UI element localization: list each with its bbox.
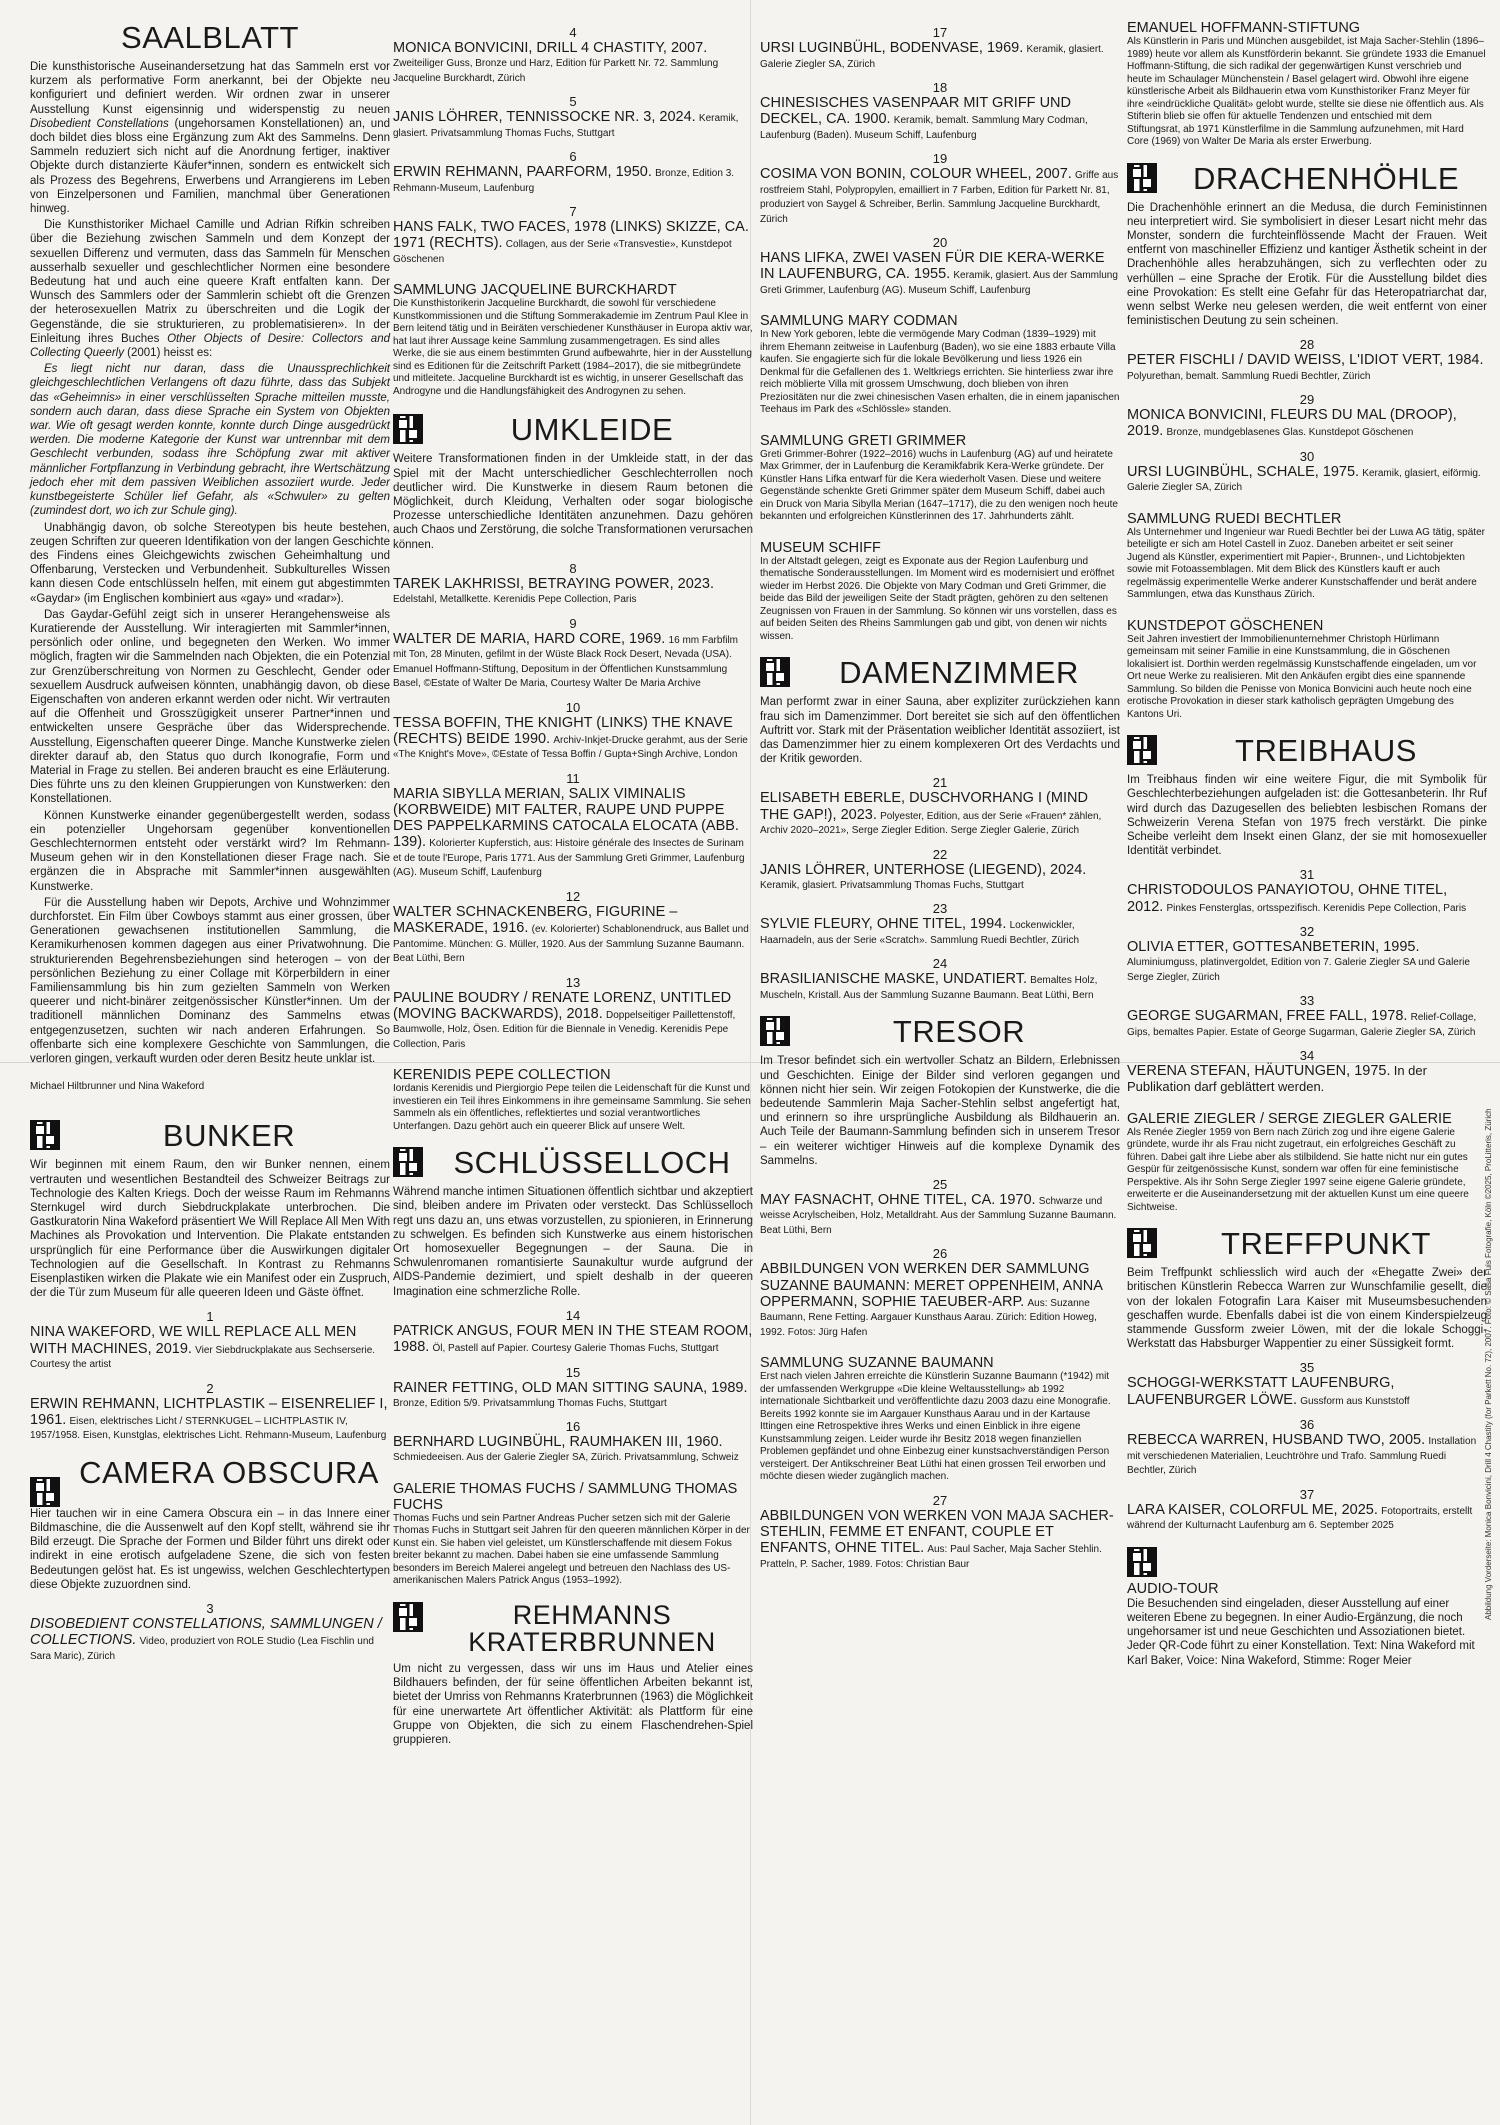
section-text: Man performt zwar in einer Sauna, aber expliziter zurückziehen kann frau sich im Damenzimmer. Dort bereitet sie sich auf den öffentlichen Auftritt vor. Stark mit der Präsentation weiblicher Identität assoziiert, ist das Damenzimmer hier zu einem komplexeren Ort des Verdachts und der Kritik geworden.	[760, 696, 1120, 766]
work-number: 1	[206, 1309, 214, 1325]
qr-code-icon[interactable]	[393, 1147, 423, 1177]
image-credit: Abbildung Vorderseite: Monica Bonvicini, Drill 4 Chastity (for Parkett No. 72), 2007. Foto: © Saša Fuis Fotografie, Köln ©2025, ProLitteris, Zürich	[1484, 1108, 1493, 1620]
collection-title: KERENIDIS PEPE COLLECTION	[393, 1067, 611, 1084]
collection-text: Als Künstlerin in Paris und München ausgebildet, ist Maja Sacher-Stehlin (1896–1989) heute vor allem als Kunstförderin bekannt. Sie gründete 1933 die Emanuel Hoffmann-Stiftung, die sich radikal der gegenwärtigen Kunst verschrieb und heute im Schaulager Münchenstein / Basel gelagert wird. Obwohl ihre eigene künstlerische Arbeit als Bildhauerin etwa vom Kunsthistoriker Franz Meyer für ihre «eindrückliche Qualität» gelobt wurde, stellte sie diese nie öffentlich aus. Als Stifterin blieb sie offen für aktuelle Tendenzen und entschied mit dem Stiftungsrat, ab 1971 Künstlerfilme in die Sammlung aufzunehmen, mit Hard Core (1969) von Walter De Maria als erster Erwerbung.	[1127, 36, 1486, 147]
work-number: 5	[569, 94, 577, 110]
work-entry: VERENA STEFAN, HÄUTUNGEN, 1975. In der Publikation darf geblättert werden.	[1127, 1063, 1427, 1094]
section-camera-obscura	[30, 1454, 390, 1507]
section-text: Die Drachenhöhle erinnert an die Medusa, die durch Feministinnen neu interpretiert wird. Sie symbolisiert in dieser Lesart nicht mehr das Monster, sondern die furchteinflössende Macht der Frauen. Weit entfernt von maschineller Effizienz und kantiger Ästhetik scheint in der Drachenhöhle alles herabzuhängen, sich zu verflechten oder zu verhüllen – eine Sprache der Erotik. Für die Ausstellung bildet dies eine Provokation: Es stellt eine Gefahr für das Heteropatriarchat dar, wenn selbst Werke neu gelesen werden, die weit entfernt von einer feministischen Deutung zu sein scheinen.	[1127, 201, 1487, 328]
work-number: 34	[1299, 1048, 1315, 1064]
authors: Michael Hiltbrunner und Nina Wakeford	[30, 1081, 205, 1093]
work-number: 29	[1299, 392, 1315, 408]
work-entry: PETER FISCHLI / DAVID WEISS, L'IDIOT VERT, 1984. Polyurethan, bemalt. Sammlung Ruedi Bechtler, Zürich	[1127, 352, 1484, 382]
collection-title: SAMMLUNG JACQUELINE BURCKHARDT	[393, 282, 677, 299]
intro-quote: Es liegt nicht nur daran, dass die Unaussprechlichkeit gleichgeschlechtlichen Verlangens oft dazu führte, dass das Subjekt das «Geheimnis» in einer verschlüsselten Sprache mitteilen musste, sondern auch daran, dass diese Sprache ein System von Objekten war. Wie oft gesagt werden konnte, konnte durch Dinge ausgedrückt werden. Die moderne Kategorie der Kunst war untrennbar mit dem Geschlecht verbunden, sodass ihre Schöpfung zwar mit aktiver männlicher Fortpflanzung in Verbindung gebracht, ihre Wertschätzung jedoch eher mit dem passiven Weiblichen assoziiert wurde. Jeder kunstbegeisterte Schüler lief Gefahr, als «Schwuler» zu gelten (zumindest dort, wo ich zur Schule ging).	[30, 363, 390, 518]
work-entry: MARIA SIBYLLA MERIAN, SALIX VIMINALIS (KORBWEIDE) MIT FALTER, RAUPE UND PUPPE DES PAPPELKARMINS CATOCALA ELOCATA (ABB. 139). Kolorierter Kupferstich, aus: Histoire générale des Insectes de Surinam et de toute l'Europe, Paris 1771. Aus der Sammlung Greti Grimmer, Laufenburg (AG). Museum Schiff, Laufenburg	[393, 785, 745, 879]
qr-code-icon[interactable]	[1127, 1228, 1157, 1258]
work-number: 7	[569, 204, 577, 220]
qr-code-icon[interactable]	[760, 1016, 790, 1046]
work-number: 11	[566, 770, 580, 786]
collection-text: Als Unternehmer und Ingenieur war Ruedi Bechtler bei der Luwa AG tätig, später beteiligte er sich am Hotel Castell in Zuoz. Daneben arbeitet er seit seiner Jugend als Künstler, experimentiert mit Papier-, Brunnen-, und Lichtobjekten sowie mit Fotoassemblagen. Mit dem Blick des Künstlers kauft er auch regelmässig experimentelle Werke anderer Kunstschaffender und berät andere Sammlungen, etwa das Kunsthaus Zürich.	[1127, 526, 1485, 601]
section-text: Im Tresor befindet sich ein wertvoller Schatz an Bildern, Erlebnissen und Geschichten. Einige der Bilder sind verloren gegangen und können nicht hier sein. Wir zeigen Fotokopien der Kunstwerke, die die bedeutende Sammlerin Maja Sacher-Stehlin selbst angefertigt hat, und erinnern so ihre ursprüngliche Ausbildung als Bildhauerin an. Auch Teile der Baumann-Sammlung befinden sich in unserem Tresor – ein weiterer wichtiger Hinweis auf die komplexe Dynamik des Sammelns.	[760, 1055, 1120, 1167]
work-number: 23	[932, 901, 948, 917]
work-entry: JANIS LÖHRER, TENNISSOCKE NR. 3, 2024. Keramik, glasiert. Privatsammlung Thomas Fuchs, Stuttgart	[393, 109, 739, 139]
work-entry: CHRISTODOULOS PANAYIOTOU, OHNE TITEL, 2012. Pinkes Fensterglas, ortsspezifisch. Kerenidis Pepe Collection, Paris	[1127, 882, 1467, 915]
intro-paragraph-5: Können Kunstwerke einander gegenübergestellt werden, sodass ein potenzieller Ungehorsam gegenüber konventionellen Geschlechternormen entsteht oder verstärkt wird? Im Rehmann-Museum gehen wir in den Konstellationen dieser Frage nach. Sie ergänzen die in Absprache mit Sammler*innen ausgewählten Kunstwerke.	[30, 809, 390, 893]
section-text: Um nicht zu vergessen, dass wir uns im Haus und Atelier eines Bildhauers befinden, der für seine öffentlichen Arbeiten bekannt ist, bietet der Umriss von Rehmanns Kraterbrunnen (1963) die Möglichkeit für eine unerwartete Art öffentlicher Aktivität: als Plattform für eine Gruppe von Objekten, die sich zu einem Flaschendrehen-Spiel gruppieren.	[393, 1662, 753, 1746]
work-entry: REBECCA WARREN, HUSBAND TWO, 2005. Installation mit verschiedenen Materialien, Leuchtröhre und Trafo. Sammlung Ruedi Bechtler, Zürich	[1127, 1432, 1477, 1477]
work-entry: JANIS LÖHRER, UNTERHOSE (LIEGEND), 2024. Keramik, glasiert. Privatsammlung Thomas Fuchs, Stuttgart	[760, 861, 1087, 891]
section-title: UMKLEIDE	[510, 412, 674, 448]
work-entry: NINA WAKEFORD, WE WILL REPLACE ALL MEN WITH MACHINES, 2019. Vier Siebdruckplakate aus Sechserserie. Courtesy the artist	[30, 1324, 376, 1371]
section-damenzimmer	[760, 657, 1120, 695]
work-number: 35	[1299, 1360, 1315, 1376]
work-entry: BRASILIANISCHE MASKE, UNDATIERT. Bemaltes Holz, Muscheln, Kristall. Aus der Sammlung Suzanne Baumann. Beat Lüthi, Bern	[760, 971, 1098, 1001]
work-entry: SCHOGGI-WERKSTATT LAUFENBURG, LAUFENBURGER LÖWE. Gussform aus Kunststoff	[1127, 1375, 1410, 1408]
collection-text: Die Kunsthistorikerin Jacqueline Burckhardt, die sowohl für verschiedene Kunstkommissionen und die Stiftung Sommerakademie im Zentrum Paul Klee in Bern leitend tätig und in Beiräten verschiedener Kunsthäuser in Europa aktiv war, hat laut ihrer Aussage keine Sammlung zusammengetragen. Es sind alles Werke, die sie aus einem bestimmten Grund aufbewahrte, hier in der Ausstellung sind es Editionen für die Zeitschrift Parkett (1984–2017), die sie mitbegründete und mitleitete. Jacqueline Burckhardt ist es wichtig, in unserer Gesellschaft das Androgyne und die Handlungsfähigkeit des Androgynen zu sehen.	[393, 298, 753, 397]
collection-text: In New York geboren, lebte die vermögende Mary Codman (1839–1929) mit ihrem Ehemann zeitweise in Laufenburg (Baden), wo sie eine 1883 erbaute Villa kaufen. Sie engagierte sich für die lokale Bevölkerung und liess 1926 ein Denkmal für die Gefallenen des 1. Weltkriegs errichten. Sie hinterliess zwar ihre reich möblierte Villa mit grossem Umschwung, doch blieben von ihren Preziositäten nur die zwei chinesischen Vasen erhalten, die in einem japanischen Teehaus im Park des «Schlössle» standen.	[760, 329, 1120, 416]
work-number: 25	[932, 1176, 948, 1192]
section-bunker	[30, 1120, 390, 1158]
qr-code-icon[interactable]	[393, 414, 423, 444]
section-text: Weitere Transformationen finden in der Umkleide statt, in der das Spiel mit der Macht unterschiedlicher Geschlechterrollen noch deutlicher wird. Die Kunstwerke in diesem Raum betonen die Möglichkeit, durch Kleidung, Verhalten oder sogar biologische Prozesse unterschiedliche Identitäten anzunehmen. Dazu gehören auch Chaos und Zerstörung, die solche Transformationen verursachen können.	[393, 453, 753, 551]
section-schluesselloch	[393, 1147, 753, 1185]
section-kraterbrunnen	[393, 1599, 753, 1662]
work-number: 18	[932, 80, 948, 95]
work-entry: HANS LIFKA, ZWEI VASEN FÜR DIE KERA-WERKE IN LAUFENBURG, CA. 1955. Keramik, glasiert. Aus der Sammlung Greti Grimmer, Laufenburg (AG). Museum Schiff, Laufenburg	[760, 250, 1118, 296]
work-entry: CHINESISCHES VASENPAAR MIT GRIFF UND DECKEL, CA. 1900. Keramik, bemalt. Sammlung Mary Codman, Laufenburg (Baden). Museum Schiff, Laufenburg	[760, 95, 1088, 141]
work-entry: TAREK LAKHRISSI, BETRAYING POWER, 2023. Edelstahl, Metallkette. Kerenidis Pepe Collection, Paris	[393, 575, 714, 606]
work-number: 21	[932, 775, 948, 791]
column-2	[393, 20, 753, 1749]
work-entry: BERNHARD LUGINBÜHL, RAUMHAKEN III, 1960. Schmiedeeisen. Aus der Galerie Ziegler SA, Zürich. Privatsammlung, Schweiz	[393, 1434, 739, 1464]
work-entry: OLIVIA ETTER, GOTTESANBETERIN, 1995. Aluminiumguss, platinvergoldet, Edition von 7. Galerie Ziegler SA und Galerie Serge Ziegler, Zürich	[1127, 939, 1470, 983]
qr-code-icon[interactable]	[1127, 163, 1157, 193]
intro-paragraph-4: Das Gaydar-Gefühl zeigt sich in unserer Herangehensweise als Kuratierende der Ausstellung. Wir interagierten mit Sammler*innen, persönlich oder online, und begegneten den Werken. Wo immer möglich, fragten wir die Sammelnden nach Objekten, die ein Potenzial zur Grenzüberschreitung von Normen zu Geschlecht, Gender oder sexuellem Ausdruck aufweisen könnten, unabhängig davon, ob diese Eigenschaften von anderen erkannt werden oder nicht. Wir vertrauten auf die Offenheit und Grosszügigkeit unserer Partner*innen und entwickelten unsere Gespräche über das Widersprechende. Ausstellung, Eigenschaften queerer Dinge. Manche Kunstwerke zielen direkter darauf ab, den Status quo durch Ikonografie, Form und Material in Frage zu stellen. Bei anderen braucht es eine Erläuterung. Dies führte uns zu den kleinen Gruppierungen von Kunstwerken: den Konstellationen.	[30, 608, 390, 806]
section-text: Beim Treffpunkt schliesslich wird auch der «Ehegatte Zwei» der britischen Künstlerin Rebecca Warren zur Wunschfamilie gesellt, die von der lokalen Fotografin Lara Kaiser mit Museumsbesuchenden geschaffen wurde. Ebenfalls dabei ist die von einem Kinderspielzeug stammende Gussform zweier Löwen, mit der die lokale Schoggi-Werkstatt das Habsburger Wappentier zu einer Süssigkeit formt.	[1127, 1267, 1487, 1351]
work-number: 26	[932, 1246, 948, 1262]
collection-text: Greti Grimmer-Bohrer (1922–2016) wuchs in Laufenburg (AG) auf und heiratete Max Grimmer, der in Laufenburg die Keramikfabrik Kera-Werke gründete. Der Künstler Hans Lifka entwarf für die Kera wiederholt Vasen. Diese und weitere Gegenstände schenkte Greti Grimmer später dem Museum Schiff, dabei auch ein Druck von Maria Sibylla Merian (1647–1717), die zu den wenigen noch heute bekannten und erfolgreichen Künstlerinnen des 17. Jahrhunderts zählt.	[760, 448, 1118, 523]
work-entry: ERWIN REHMANN, LICHTPLASTIK – EISENRELIEF I, 1961. Eisen, elektrisches Licht / STERNKUGEL – LICHTPLASTIK IV, 1957/1958. Eisen, Kunstglas, elektrisches Licht. Rehmann-Museum, Laufenburg	[30, 1395, 388, 1442]
collection-title: SAMMLUNG MARY CODMAN	[760, 313, 958, 330]
section-title: TREFFPUNKT	[1221, 1226, 1431, 1262]
intro-paragraph-6: Für die Ausstellung haben wir Depots, Archive und Wohnzimmer durchforstet. Ein Film über Cowboys stammt aus einer grossen, über Generationen gewachsenen institutionellen Sammlung, die Keramikurhenosen kommen dagegen aus einer Privatwohnung. Die strukturierenden Begehrensbeziehungen sind heterogen – von der persönlichen Beziehung zu einer Collage mit Körperbildern in einer Familiensammlung bis hin zum gezielten Sammeln von Werken queerer und nicht-binärer zeitgenössischer Künstler*innen. Um der traditionell männlichen Dominanz des Sammelns etwas entgegenzusetzen, suchten wir nach anderen Erfahrungen. So offenbarte sich eine komplexere Geschichte von Sammlungen, die verloren gingen, verkauft wurden oder deren Besitz heute unklar ist.	[30, 896, 390, 1066]
page-title: SAALBLATT	[121, 20, 299, 55]
qr-code-icon[interactable]	[1127, 735, 1157, 765]
collection-text: Erst nach vielen Jahren erreichte die Künstlerin Suzanne Baumann (*1942) mit der umfassenden Werkgruppe «Die kleine Weltausstellung» ab 1992 internationale Sichtbarkeit und veröffentlichte dazu 2003 dazu eine Monografie. Bereits 1992 konnte sie im Aargauer Kunsthaus Aarau und in der Kartause Ittingen eine Retrospektive ihres Werks und einen Einblick in ihre eigene Kunstsammlung zeigen. Leider wurde ihr Besitz 2018 wegen finanziellen Problemen gepfändet und ohne Einbezug einer kunstsachverständigen Person versteigert. Der Antikschreiner Beat Lüthi hat einen grossen Teil erworben und möchte diesen wieder zugänglich machen.	[760, 1371, 1111, 1483]
collection-title: SAMMLUNG RUEDI BECHTLER	[1127, 510, 1342, 527]
intro-paragraph-3: Unabhängig davon, ob solche Stereotypen bis heute bestehen, zeugen Schriften zur queeren Identifikation von der langen Geschichte des Findens eines Gleichgewichts zwischen Geheimhaltung und Offenbarung, Verstecken und Verbundenheit. Subkulturelles Wissen kann diesen Code entschlüsseln helfen, mit einem gut abgestimmten «Gaydar» (im Englischen kombiniert aus «gay» und «radar»).	[30, 521, 390, 605]
work-entry: MONICA BONVICINI, FLEURS DU MAL (DROOP), 2019. Bronze, mundgeblasenes Glas. Kunstdepot Göschenen	[1127, 407, 1457, 440]
work-number: 8	[569, 560, 577, 576]
work-entry: ABBILDUNGEN VON WERKEN DER SAMMLUNG SUZANNE BAUMANN: MERET OPPENHEIM, ANNA OPPERMANN, SOPHIE TAEUBER-ARP. Aus: Suzanne Baumann, Rene Fetting. Aargauer Kunsthaus Aarau. Zürich: Edition Howeg, 1992. Fotos: Jürg Hafen	[760, 1261, 1103, 1338]
section-title: CAMERA OBSCURA	[79, 1454, 379, 1490]
work-entry: GEORGE SUGARMAN, FREE FALL, 1978. Relief-Collage, Gips, bemaltes Papier. Estate of George Sugarman, Galerie Ziegler SA, Zürich	[1127, 1008, 1477, 1038]
section-title: TREIBHAUS	[1235, 733, 1417, 769]
collection-title: GALERIE ZIEGLER / SERGE ZIEGLER GALERIE	[1127, 1110, 1452, 1127]
collection-title: EMANUEL HOFFMANN-STIFTUNG	[1127, 20, 1361, 36]
column-1	[30, 20, 390, 1663]
work-entry: WALTER DE MARIA, HARD CORE, 1969. 16 mm Farbfilm mit Ton, 28 Minuten, gefilmt in der Wüste Black Rock Desert, Nevada (USA). Emanuel Hoffmann-Stiftung, Depositum in der Öffentlichen Kunstsammlung Basel, ©Estate of Walter De Maria, Courtesy Walter De Maria Archive	[393, 630, 738, 690]
work-entry: ERWIN REHMANN, PAARFORM, 1950. Bronze, Edition 3. Rehmann-Museum, Laufenburg	[393, 164, 735, 194]
collection-title: GALERIE THOMAS FUCHS / SAMMLUNG THOMAS FUCHS	[393, 1480, 738, 1513]
work-number: 17	[932, 25, 948, 40]
work-entry: PAULINE BOUDRY / RENATE LORENZ, UNTITLED (MOVING BACKWARDS), 2018. Doppelseitiger Paillettenstoff, Baumwolle, Holz, Ösen. Edition für die Biennale in Venedig. Kerenidis Pepe Collection, Paris	[393, 989, 736, 1050]
work-number: 6	[569, 149, 577, 165]
work-entry: WALTER SCHNACKENBERG, FIGURINE – MASKERADE, 1916. (ev. Kolorierter) Schablonendruck, aus Ballet und Pantomime. München: G. Müller, 1920. Aus der Sammlung Suzanne Baumann. Beat Lüthi, Bern	[393, 903, 749, 965]
work-number: 13	[565, 974, 581, 990]
work-number: 37	[1299, 1486, 1315, 1502]
work-number: 24	[932, 956, 948, 972]
qr-code-icon[interactable]	[30, 1477, 60, 1507]
work-entry: TESSA BOFFIN, THE KNIGHT (LINKS) THE KNAVE (RECHTS) BEIDE 1990. Archiv-Inkjet-Drucke gerahmt, aus der Serie «The Knight's Move», ©Estate of Tessa Boffin / Gupta+Singh Archive, London	[393, 714, 748, 761]
section-title: DAMENZIMMER	[839, 655, 1079, 691]
collection-title: KUNSTDEPOT GÖSCHENEN	[1127, 617, 1324, 634]
qr-code-icon[interactable]	[393, 1602, 423, 1632]
work-entry: MAY FASNACHT, OHNE TITEL, CA. 1970. Schwarze und weisse Acrylscheiben, Holz, Metalldraht. Aus der Sammlung Suzanne Baumann. Beat Lüthi, Bern	[760, 1191, 1117, 1236]
audio-tour-text: Die Besuchenden sind eingeladen, dieser Ausstellung auf einer weiteren Ebene zu begegnen. In einer Audio-Ergänzung, die noch ungehorsamer ist und neue Geschichten und Assoziationen bietet. Jeder QR-Code führt zu einer Konstellation. Text: Nina Wakeford mit Karl Baker, Voice: Nina Wakeford, Stimme: Roger Meier	[1127, 1597, 1475, 1667]
intro-paragraph-1: Die kunsthistorische Auseinandersetzung hat das Sammeln erst vor kurzem als performative Form anerkannt, bei der Objekte neu konfiguriert und definiert werden. Wir ordnen zwar in unserer Ausstellung Kunst eigensinnig und widerspenstig zu neuen Disobedient Constellations (ungehorsamen Konstellationen) an, und doch bildet dies bloss eine Ergänzung zum Akt des Sammelns. Denn Sammeln reduziert sich nicht auf die Anordnung fertiger, inaktiver Objekte durch distanzierte Käufer*innen, sondern es entwickelt sich als Prozess des Begehrens, Erwerbens und Arrangierens im Leben von Einzelpersonen und Familien, manchmal über Generationen hinweg.	[30, 61, 390, 216]
work-entry: LARA KAISER, COLORFUL ME, 2025. Fotoportraits, erstellt während der Kulturnacht Laufenburg am 6. September 2025	[1127, 1501, 1473, 1532]
work-number: 30	[1299, 448, 1315, 464]
collection-text: Iordanis Kerenidis und Piergiorgio Pepe teilen die Leidenschaft für die Kunst und investieren ein Teil ihres Einkommens in ihre gemeinsame Sammlung. Sie sehen Sammeln als ein öffentliches, reflektiertes und sozial verantwortliches Unterfangen. Dazu gehört auch ein queerer Blick auf unsere Welt.	[393, 1083, 751, 1132]
work-entry: COSIMA VON BONIN, COLOUR WHEEL, 2007. Griffe aus rostfreiem Stahl, Polypropylen, emailliert in 7 Farben, Edition für Parkett Nr. 81, produziert von Saygel & Schreiber, Berlin. Sammlung Jacqueline Burckhardt, Zürich	[760, 166, 1119, 225]
section-title: REHMANNS KRATERBRUNNEN	[468, 1599, 716, 1657]
work-number: 2	[206, 1380, 214, 1396]
collection-text: Als Renée Ziegler 1959 von Bern nach Zürich zog und ihre eigene Galerie gründete, wurde ihr als Frau nicht zugetraut, ein erfolgreiches Geschäft zu führen. Dabei galt ihre Liebe aber als stilbildend. Sie hatte nicht nur ein gutes Gespür für zeitgenössische Kunst, sondern war offen für eine feministische Perspektive. Als ihr Sohn Serge Ziegler 1997 seine eigene Galerie gründete, erweiterte er die Auseinandersetzung mit der aktuellen Kunst um eine queere Sichtweise.	[1127, 1126, 1469, 1213]
collection-title: SAMMLUNG GRETI GRIMMER	[760, 432, 967, 449]
work-number: 22	[932, 846, 948, 862]
collection-text: Thomas Fuchs und sein Partner Andreas Pucher setzen sich mit der Galerie Thomas Fuchs in Stuttgart seit Jahren für den queeren männlichen Körper in der Kunst ein. Sie haben viel geleistet, um Künstlerschaffende mit diesem Fokus breiter bekannt zu machen. Dabei haben sie eine umfassende Sammlung besonders im Bereich Malerei angelegt und betreuen den Nachlass des US-amerikanischen Malers Patrick Angus (1953–1992).	[393, 1512, 750, 1587]
collection-title: MUSEUM SCHIFF	[760, 539, 881, 556]
work-entry: PATRICK ANGUS, FOUR MEN IN THE STEAM ROOM, 1988. Öl, Pastell auf Papier. Courtesy Galerie Thomas Fuchs, Stuttgart	[393, 1322, 753, 1356]
column-4	[1127, 20, 1487, 1670]
section-title: BUNKER	[162, 1118, 296, 1154]
intro-paragraph-2: Die Kunsthistoriker Michael Camille und Adrian Rifkin schreiben über die Beziehung zwischen Sammeln und dem Konzept der sexuellen Differenz und vermuten, dass das Sammeln für Menschen ausserhalb sexueller und geschlechtlicher Normen eine besondere Bedeutung hat und auch eine queere Kraft entfalten kann. Der Wunsch des Sammlers oder der Sammlerin schiebt oft die Grenzen der heterosexuellen Matrix zu überschreiten und die Logik der Gegenstände, die sie strukturieren, zu problematisieren». In der Einleitung ihres Buches Other Objects of Desire: Collectors and Collecting Queerly (2001) heisst es:	[30, 219, 390, 360]
work-number: 4	[569, 25, 577, 40]
section-text: Wir beginnen mit einem Raum, den wir Bunker nennen, einem vertrauten und wesentlichen Bestandteil des Schweizer Beitrags zur Technologie des Kalten Kriegs. Doch der weisse Raum im Rehmanns Sternkugel wird durch Siebdruckplakate unterbrochen. Die Gastkuratorin Nina Wakeford präsentiert We Will Replace All Men With Machines als Provokation und Intervention. Die Plakate entstanden ursprünglich für eine Performance über die Auswirkungen digitaler Technologien auf die Gesellschaft. In Kontrast zu Rehmanns Eisenplastiken wirken die Plakate wie ein Manifest oder ein Zuspruch, der die Tür zum Museum für alle queeren Ideen und Gäste öffnet.	[30, 1159, 390, 1300]
qr-code-icon[interactable]	[1127, 1547, 1157, 1577]
work-number: 9	[569, 615, 577, 631]
section-drachenhoehle	[1127, 160, 1487, 201]
collection-title: SAMMLUNG SUZANNE BAUMANN	[760, 1355, 994, 1372]
collection-text: In der Altstadt gelegen, zeigt es Exponate aus der Region Laufenburg und thematische Sonderausstellungen. Im Moment wird es modernisiert und eröffnet wieder im Herbst 2026. Die Objekte von Mary Codman und Greti Grimmer, die beide das Bild der jeweiligen Seite der Stadt prägten, gehören zu den seltenen Zeugnissen von Frauen in der Sammlung. So können wir uns vorstellen, dass es auf beiden Seiten des Rheins Sammlungen gab und gibt, von denen wir nichts wissen.	[760, 555, 1117, 642]
work-number: 3	[206, 1601, 214, 1617]
work-number: 14	[565, 1307, 581, 1323]
section-umkleide	[393, 414, 753, 452]
work-entry: ABBILDUNGEN VON WERKEN VON MAJA SACHER-STEHLIN, FEMME ET ENFANT, COUPLE ET ENFANTS, OHNE TITEL. Aus: Paul Sacher, Maja Sacher Stehlin. Pratteln, P. Sacher, 1989. Fotos: Christian Baur	[760, 1507, 1114, 1570]
section-title: DRACHENHÖHLE	[1192, 160, 1460, 196]
work-number: 19	[932, 151, 948, 167]
work-number: 36	[1299, 1417, 1315, 1433]
section-text: Hier tauchen wir in eine Camera Obscura ein – in das Innere einer Bildmaschine, die die Aussenwelt auf den Kopf stellt, während sie ihr Bild erzeugt. Die Sprache der Formen und Bilder führt uns direkt oder indirekt in eine erotisch aufgeladene Szene, die sich von festen Bedeutungen gelöst hat. Es ist ungewiss, welchen Geschlechtertypen diese Objekte zuzuordnen sind.	[30, 1507, 390, 1591]
work-number: 12	[565, 888, 581, 904]
work-entry: URSI LUGINBÜHL, SCHALE, 1975. Keramik, glasiert, eiförmig. Galerie Ziegler SA, Zürich	[1127, 463, 1481, 494]
work-entry: RAINER FETTING, OLD MAN SITTING SAUNA, 1989. Bronze, Edition 5/9. Privatsammlung Thomas Fuchs, Stuttgart	[393, 1379, 748, 1409]
work-number: 15	[565, 1364, 581, 1380]
section-treibhaus	[1127, 735, 1487, 773]
work-entry: HANS FALK, TWO FACES, 1978 (LINKS) SKIZZE, CA. 1971 (RECHTS). Collagen, aus der Serie «Transvestie», Kunstdepot Göschenen	[393, 219, 749, 265]
qr-code-icon[interactable]	[760, 657, 790, 687]
work-number: 33	[1299, 993, 1315, 1009]
work-entry: MONICA BONVICINI, DRILL 4 CHASTITY, 2007. Zweiteiliger Guss, Bronze und Harz, Edition für Parkett Nr. 72. Sammlung Jacqueline Burckhardt, Zürich	[393, 40, 719, 84]
audio-tour	[1127, 1547, 1487, 1668]
section-text: Im Treibhaus finden wir eine weitere Figur, die mit Symbolik für Geschlechterbeziehungen aufgeladen ist: die Gottesanbeterin. Ihr Ruf wird durch das Dazugesellen des beliebten lesbischen Romans der Schweizerin Verena Stefan von 1975 frech verstärkt. Die pinke Scheibe verleiht dem Insekt einen Glanz, der sie mit homosexueller Identität verbindet.	[1127, 774, 1487, 858]
work-number: 32	[1299, 924, 1315, 940]
work-number: 31	[1299, 867, 1315, 883]
collection-text: Seit Jahren investiert der Immobilienunternehmer Christoph Hürlimann gemeinsam mit seiner Familie in eine Kunstsammlung, die in Göschenen lokalisiert ist. Dorthin werden regelmässig Kunstschaffende eingeladen, um vor Ort neue Werke zu realisieren. Mit den Ankäufen ergibt dies eine spannende Sammlung. So bilden die Penisse von Monica Bonvicini auch heute noch eine erotische Provokation in dieser stark katholisch geprägten Umgebung des Kantons Uri.	[1127, 633, 1477, 720]
work-entry: SYLVIE FLEURY, OHNE TITEL, 1994. Lockenwickler, Haarnadeln, aus der Serie «Scratch». Sammlung Ruedi Bechtler, Zürich	[760, 916, 1080, 946]
work-number: 16	[565, 1419, 581, 1435]
work-entry: URSI LUGINBÜHL, BODENVASE, 1969. Keramik, glasiert. Galerie Ziegler SA, Zürich	[760, 40, 1104, 70]
section-text: Während manche intimen Situationen öffentlich sichtbar und akzeptiert sind, bleiben andere im Privaten oder versteckt. Das Schlüsselloch regt uns dazu an, uns etwas vorzustellen, zu spionieren, in Erinnerung zu schwelgen. Es befinden sich Kunstwerke aus einem historischen Ort homosexueller Begegnungen – der Sauna. Die in Schwulenromanen romantisierte Saunakultur wurde aufgrund der AIDS-Pandemie dezimiert, und spielt deshalb in der queeren Imagination eine schmerzliche Rolle.	[393, 1186, 753, 1298]
column-3	[760, 20, 1120, 1571]
audio-tour-title: AUDIO-TOUR	[1127, 1580, 1219, 1597]
work-number: 10	[565, 699, 581, 715]
section-treffpunkt	[1127, 1228, 1487, 1266]
section-tresor	[760, 1016, 1120, 1054]
qr-code-icon[interactable]	[30, 1120, 60, 1150]
work-number: 28	[1299, 337, 1315, 353]
work-entry: ELISABETH EBERLE, DUSCHVORHANG I (MIND THE GAP!), 2023. Polyester, Edition, aus der Serie «Frauen* zählen, Archiv 2020–2021», Serge Ziegler Edition. Serge Ziegler Galerie, Zürich	[760, 790, 1102, 837]
work-entry: DISOBEDIENT CONSTELLATIONS, SAMMLUNGEN / COLLECTIONS. Video, produziert von ROLE Studio (Lea Fischlin und Sara Maric), Zürich	[30, 1616, 382, 1662]
section-title: SCHLÜSSELLOCH	[453, 1145, 731, 1181]
work-number: 27	[932, 1492, 948, 1508]
work-number: 20	[932, 235, 948, 251]
section-title: TRESOR	[892, 1014, 1026, 1050]
